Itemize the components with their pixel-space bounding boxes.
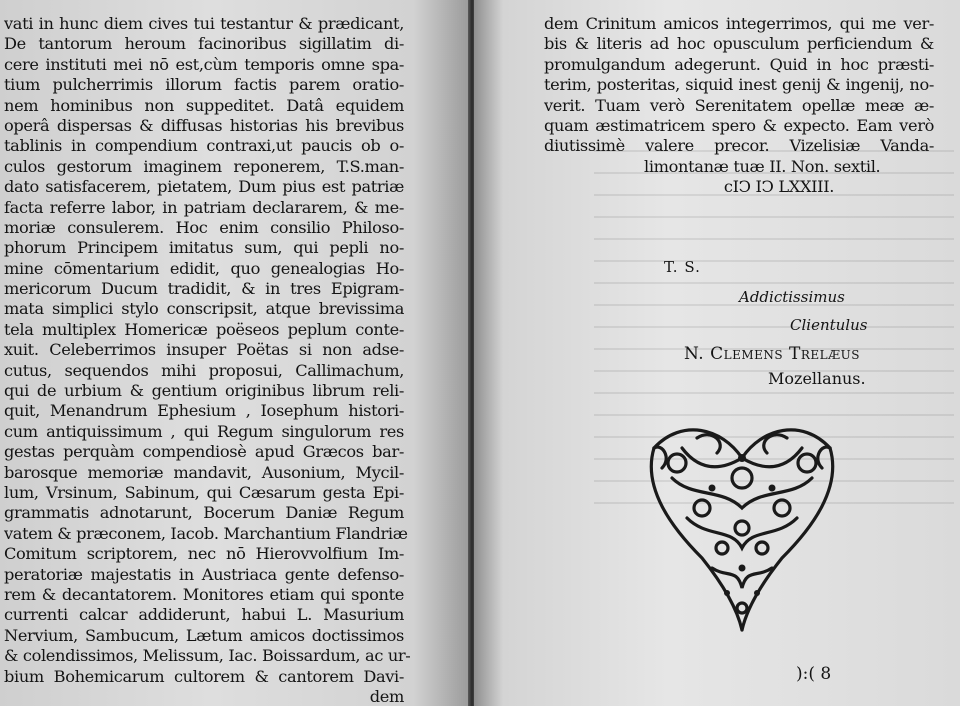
text-line: terim, posteritas, siquid inest genij & ingenij, no- [544,75,934,95]
text-line: quit, Menandrum Ephesium , Iosephum histori- [4,401,404,421]
text-line: nem hominibus non suppeditet. Datâ equidem [4,95,404,115]
text-line: phorum Principem imitatus sum, qui pepli no- [4,238,404,258]
text-line: mata simplici stylo conscripsit, atque brevissima [4,299,404,319]
text-line: qui de urbium & gentium originibus librum reli- [4,381,404,401]
right-page-text [544,14,934,198]
left-page [0,0,470,706]
text-line: vati in hunc diem cives tui testantur & prædicant, [4,14,404,33]
text-line: Comitum scriptorem, nec nō Hierovvolfium Im- [4,544,404,564]
text-line: Nervium, Sambucum, Lætum amicos doctissimos [4,625,404,645]
text-line: operâ dispersas & diffusas historias his brevibus [4,115,404,135]
closing-addictissimus: Addictissimus [739,288,845,306]
text-line: lum, Vrsinum, Sabinum, qui Cæsarum gesta Epi- [4,482,404,502]
text-line: promulgandum adegerunt. Quid in hoc præsti- [544,54,934,74]
text-line: dem Crinitum amicos integerrimos, qui me ver- [544,14,934,33]
text-line: & colendissimos, Melissum, Iac. Boissardum, ac ur- [4,646,411,666]
signer-name: N. Clemens Trelæus [684,344,860,364]
text-line: bis & literis ad hoc opusculum perficiendum & [544,34,934,54]
date-year: cIↃ IↃ LXXIII. [723,177,835,197]
signer-origin: Mozellanus. [768,369,866,388]
text-line: barosque memoriæ mandavit, Ausonium, Mycil- [4,462,404,482]
text-line: bium Bohemicarum cultorem & cantorem Davi- [4,666,404,686]
text-line: cere instituti mei nō est,cùm temporis omne spa- [4,54,404,74]
text-line: vatem & præconem, Iacob. Marchantium Flandriæ [4,523,408,543]
text-line: rem & decantatorem. Monitores etiam qui sponte [4,584,404,604]
text-line: mine cōmentarium edidit, quo genealogias Ho- [4,258,404,278]
text-line: gestas perquàm compendiosè apud Græcos bar- [4,442,404,462]
text-line: tium pulcherrimis illorum factis parem oratio- [4,75,404,95]
text-line: tela multiplex Homericæ poëseos peplum conte- [4,319,404,339]
text-line: limontanæ tuæ II. Non. sextil. [644,156,881,176]
text-line: quam æstimatricem spero & expecto. Eam verò [544,115,934,135]
closing-clientulus: Clientulus [790,316,868,334]
text-line: dato satisfacerem, pietatem, Dum pius est patriæ [4,177,404,197]
text-line: xuit. Celeberrimos insuper Poëtas si non adse- [4,340,404,360]
text-line: culos gestorum imaginem reponerem, T.S.man- [4,156,404,176]
text-line: dem [369,686,404,706]
text-line: verit. Tuam verò Serenitatem opellæ meæ æ- [544,95,934,115]
text-line: mericorum Ducum tradidit, & in tres Epigram- [4,279,404,299]
signature-mark: ):( 8 [796,664,832,684]
text-line: tablinis in compendium contraxi,ut paucis ob o- [4,136,404,156]
text-line: grammatis adnotarunt, Bocerum Daniæ Regum [4,503,404,523]
ornament-icon [642,418,842,636]
right-page [474,0,960,706]
left-page-text [4,14,411,706]
ts-initials: T. S. [664,258,701,276]
text-line: cum antiquissimum , qui Regum singulorum res [4,421,404,441]
text-line: facta referre labor, in patriam declararem, & me- [4,197,404,217]
text-line: currenti calcar addiderunt, habui L. Masurium [4,605,404,625]
text-line: diutissimè valere precor. Vizelisiæ Vanda- [544,136,934,156]
text-line: cutus, sequendos mihi proposui, Callimachum, [4,360,404,380]
text-line: De tantorum heroum facinoribus sigillatim di- [4,34,404,54]
text-line: moriæ consulerem. Hoc enim consilio Philoso- [4,217,404,237]
text-line: peratoriæ majestatis in Austriaca gente defenso- [4,564,404,584]
